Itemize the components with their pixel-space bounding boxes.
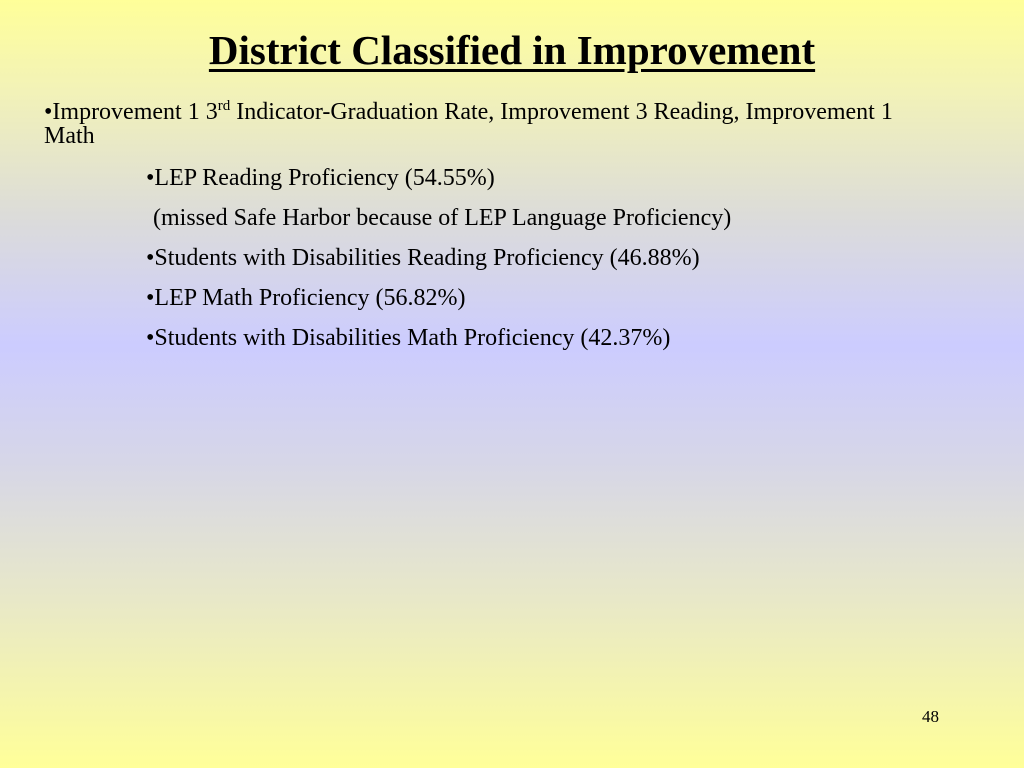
main-bullet xyxy=(44,100,944,148)
sub-bullet-swd-math: •Students with Disabilities Math Proficiency (42.37%) xyxy=(146,325,671,351)
main-bullet-prefix: •Improvement 1 3 xyxy=(44,99,218,125)
sub-bullet-swd-reading: •Students with Disabilities Reading Proficiency (46.88%) xyxy=(146,245,700,271)
slide-title: District Classified in Improvement xyxy=(208,27,816,73)
slide-content xyxy=(44,100,944,366)
main-bullet-suffix: Indicator-Graduation Rate, Improvement 3 Reading, Improvement 1 Math xyxy=(44,99,893,149)
sub-bullet-lep-reading: •LEP Reading Proficiency (54.55%) xyxy=(146,165,495,191)
page-number: 48 xyxy=(922,707,939,726)
main-bullet-superscript: rd xyxy=(217,98,231,114)
sub-note-safe-harbor: (missed Safe Harbor because of LEP Language Proficiency) xyxy=(153,205,732,231)
sub-bullet-lep-math: •LEP Math Proficiency (56.82%) xyxy=(146,285,466,311)
